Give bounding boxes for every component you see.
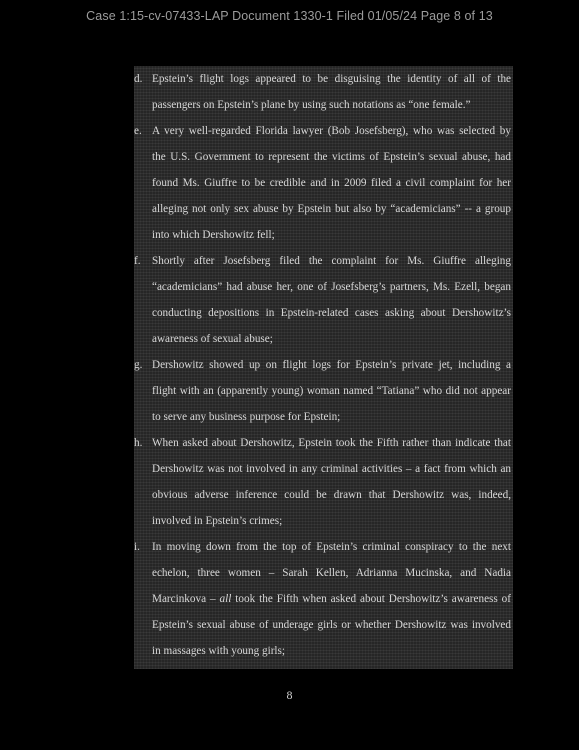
item-line: “academicians” had abuse her, one of Josefsberg’s partners, Ms. Ezell, began [152,281,511,293]
item-letter: e. [134,125,142,137]
item-line: obvious adverse inference could be drawn that Dershowitz was, indeed, [152,489,511,501]
item-letter: d. [134,73,143,85]
item-line: awareness of sexual abuse; [152,333,273,345]
redacted-text-block [134,66,513,669]
item-line: flight with an (apparently young) woman named “Tatiana” who did not appear [152,385,511,397]
item-line: the U.S. Government to represent the victims of Epstein’s sexual abuse, had [152,151,511,163]
item-letter: f. [134,255,141,267]
item-line: Dershowitz showed up on flight logs for Epstein’s private jet, including a [152,359,511,371]
item-line [152,586,511,612]
item-line: into which Dershowitz fell; [152,229,275,241]
item-line: Shortly after Josefsberg filed the complaint for Ms. Giuffre alleging [152,255,511,267]
item-letter: g. [134,359,143,371]
item-line: echelon, three women – Sarah Kellen, Adrianna Mucinska, and Nadia [152,567,511,579]
item-line: involved in Epstein’s crimes; [152,515,283,527]
item-line: When asked about Dershowitz, Epstein took the Fifth rather than indicate that [152,437,511,449]
item-line: Epstein’s sexual abuse of underage girls or whether Dershowitz was involved [152,619,511,631]
item-line-emphasis: all [219,593,232,605]
item-line: Epstein’s flight logs appeared to be disguising the identity of all of the [152,73,511,85]
item-line-rest: took the Fifth when asked about Dershowitz’s awareness of [235,593,512,605]
item-line: A very well-regarded Florida lawyer (Bob Josefsberg), who was selected by [152,125,511,137]
item-line: Dershowitz was not involved in any criminal activities – a fact from which an [152,463,511,475]
case-header: Case 1:15-cv-07433-LAP Document 1330-1 Filed 01/05/24 Page 8 of 13 [86,9,493,23]
page-number: 8 [286,688,293,702]
item-letter: i. [134,541,140,553]
item-line: conducting depositions in Epstein-related cases asking about Dershowitz’s [152,307,511,319]
item-line: found Ms. Giuffre to be credible and in 2009 filed a civil complaint for her [152,177,511,189]
item-letter: h. [134,437,143,449]
item-line: In moving down from the top of Epstein’s criminal conspiracy to the next [152,541,511,553]
item-line: in massages with young girls; [152,645,285,657]
item-line: alleging not only sex abuse by Epstein but also by “academicians” -- a group [152,203,511,215]
item-line: passengers on Epstein’s plane by using such notations as “one female.” [152,99,471,111]
item-line-prefix: Marcinkova – [152,593,220,605]
item-line: to serve any business purpose for Epstein; [152,411,341,423]
